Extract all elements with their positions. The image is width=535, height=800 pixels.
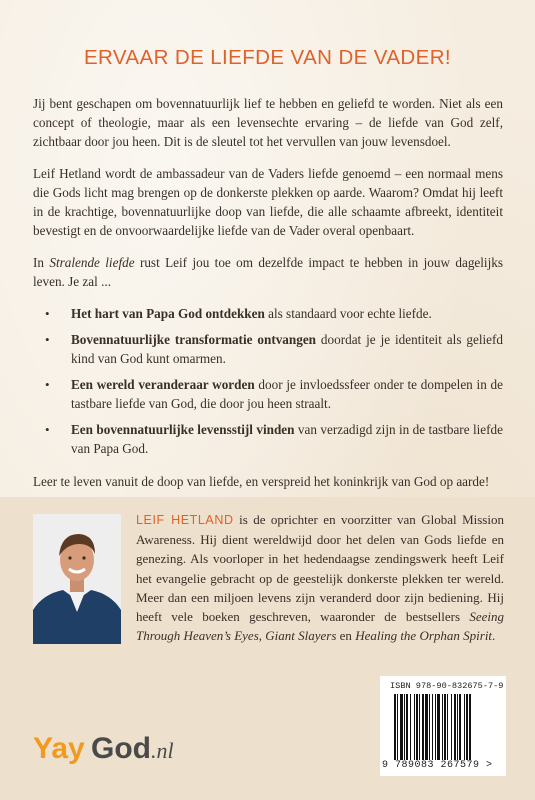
author-bio bbox=[136, 510, 504, 645]
barcode-bar bbox=[466, 694, 468, 760]
bestseller-title: Healing the Orphan Spirit bbox=[355, 628, 493, 644]
benefit-list bbox=[33, 304, 503, 458]
book-title: Stralende liefde bbox=[49, 255, 135, 270]
barcode-bar bbox=[454, 694, 456, 760]
list-item-bold: Een wereld veranderaar worden bbox=[71, 377, 255, 392]
barcode-bar bbox=[457, 694, 458, 760]
publisher-logo bbox=[33, 726, 203, 770]
bullet-icon: • bbox=[45, 332, 50, 347]
barcode-bar bbox=[422, 694, 424, 760]
author-bio-text: is de oprichter en voorzitter van Global Mission Awareness. Hij dient wereldwijd door het delen van Gods liefde en genezing. Als voorloper in het hedendaagse zendingswerk heeft Leif het evangelie gebracht op de geestelijk donkerste plekken ter wereld. Meer dan een miljoen levens zijn veranderd door zijn bediening. Hij heeft vele boeken geschreven, waaronder de bestsellers bbox=[136, 512, 504, 625]
logo-nl: .nl bbox=[151, 738, 174, 763]
barcode-bar bbox=[432, 694, 433, 760]
list-item-text: als standaard voor echte liefde. bbox=[264, 306, 432, 321]
list-item-text: door je invloedssfeer onder te dompelen in de tastbare liefde van God, die door jou heen straalt. bbox=[71, 377, 503, 411]
bestseller-title: Giant Slayers bbox=[265, 628, 337, 644]
bio-separator: , bbox=[258, 628, 266, 644]
barcode-bar bbox=[451, 694, 452, 760]
barcode-bar bbox=[419, 694, 420, 760]
book-intro-paragraph bbox=[33, 253, 503, 291]
barcode-bar bbox=[447, 694, 448, 760]
bestseller-title: Seeing Through Heaven’s Eyes bbox=[136, 609, 504, 644]
list-item bbox=[33, 420, 503, 458]
logo-god: God bbox=[91, 732, 151, 765]
ambassador-paragraph: Leif Hetland wordt de ambassadeur van de Vaders liefde genoemd – een normaal mens die Gods licht mag brengen op de donkerste plekken op aarde. Waarom? Omdat hij leeft in de krachtige, bovennatuurlijke doop van liefde, die alle schaamte afbreekt, identiteit bevestigt en de onvoorwaardelijke liefde van de Vader overal openbaart. bbox=[33, 166, 503, 238]
logo-yay: Yay bbox=[33, 732, 85, 765]
list-item bbox=[33, 304, 503, 323]
book-intro-prefix: In bbox=[33, 255, 50, 270]
book-intro-suffix: rust Leif jou toe om dezelfde impact te hebben in jouw dagelijks leven. Je zal ... bbox=[33, 255, 503, 289]
barcode-bar bbox=[459, 694, 461, 760]
barcode-bar bbox=[464, 694, 465, 760]
barcode-bar bbox=[404, 694, 405, 760]
blurb bbox=[33, 94, 503, 504]
barcode-bar bbox=[397, 694, 398, 760]
list-item bbox=[33, 375, 503, 413]
barcode-bar bbox=[429, 694, 430, 760]
author-photo bbox=[33, 514, 121, 644]
barcode-bar bbox=[469, 694, 471, 760]
intro-paragraph: Jij bent geschapen om bovennatuurlijk lief te hebben en geliefd te worden. Niet als een concept of theologie, maar als een levensechte ervaring – de liefde van God zelf, zichtbaar door jou heen. Dit is de sleutel tot het vervullen van jouw levensdoel. bbox=[33, 96, 503, 149]
list-item bbox=[33, 330, 503, 368]
headline: ERVAAR DE LIEFDE VAN DE VADER! bbox=[83, 46, 452, 69]
barcode-bar bbox=[425, 694, 428, 760]
list-item-text: van verzadigd zijn in de tastbare liefde van Papa God. bbox=[71, 422, 503, 456]
author-portrait-icon bbox=[33, 514, 121, 644]
barcode-bar bbox=[414, 694, 415, 760]
barcode-bar bbox=[444, 694, 446, 760]
bio-end: . bbox=[492, 628, 496, 644]
barcode-bar bbox=[410, 694, 411, 760]
bullet-icon: • bbox=[45, 377, 50, 392]
barcode-bar bbox=[400, 694, 403, 760]
barcode-bar bbox=[435, 694, 436, 760]
list-item-text: doordat je je identiteit als geliefd kind van God kunt omarmen. bbox=[71, 332, 503, 366]
list-item-bold: Een bovennatuurlijke levensstijl vinden bbox=[71, 422, 295, 437]
closing-paragraph: Leer te leven vanuit de doop van liefde, en verspreid het koninkrijk van God op aarde! bbox=[33, 474, 490, 489]
barcode-bar bbox=[416, 694, 418, 760]
isbn-label: ISBN 978-90-832675-7-9 bbox=[390, 681, 504, 691]
author-name: LEIF HETLAND bbox=[136, 513, 234, 527]
bullet-icon: • bbox=[45, 306, 50, 321]
bullet-icon: • bbox=[45, 422, 50, 437]
barcode-bar bbox=[394, 694, 396, 760]
bio-separator: en bbox=[336, 628, 356, 644]
barcode-bar bbox=[406, 694, 408, 760]
list-item-bold: Bovennatuurlijke transformatie ontvangen bbox=[71, 332, 317, 347]
barcode-bar bbox=[442, 694, 443, 760]
barcode-bar bbox=[437, 694, 440, 760]
list-item-bold: Het hart van Papa God ontdekken bbox=[71, 306, 265, 321]
barcode-digits: 9 789083 267579 > bbox=[382, 760, 493, 771]
